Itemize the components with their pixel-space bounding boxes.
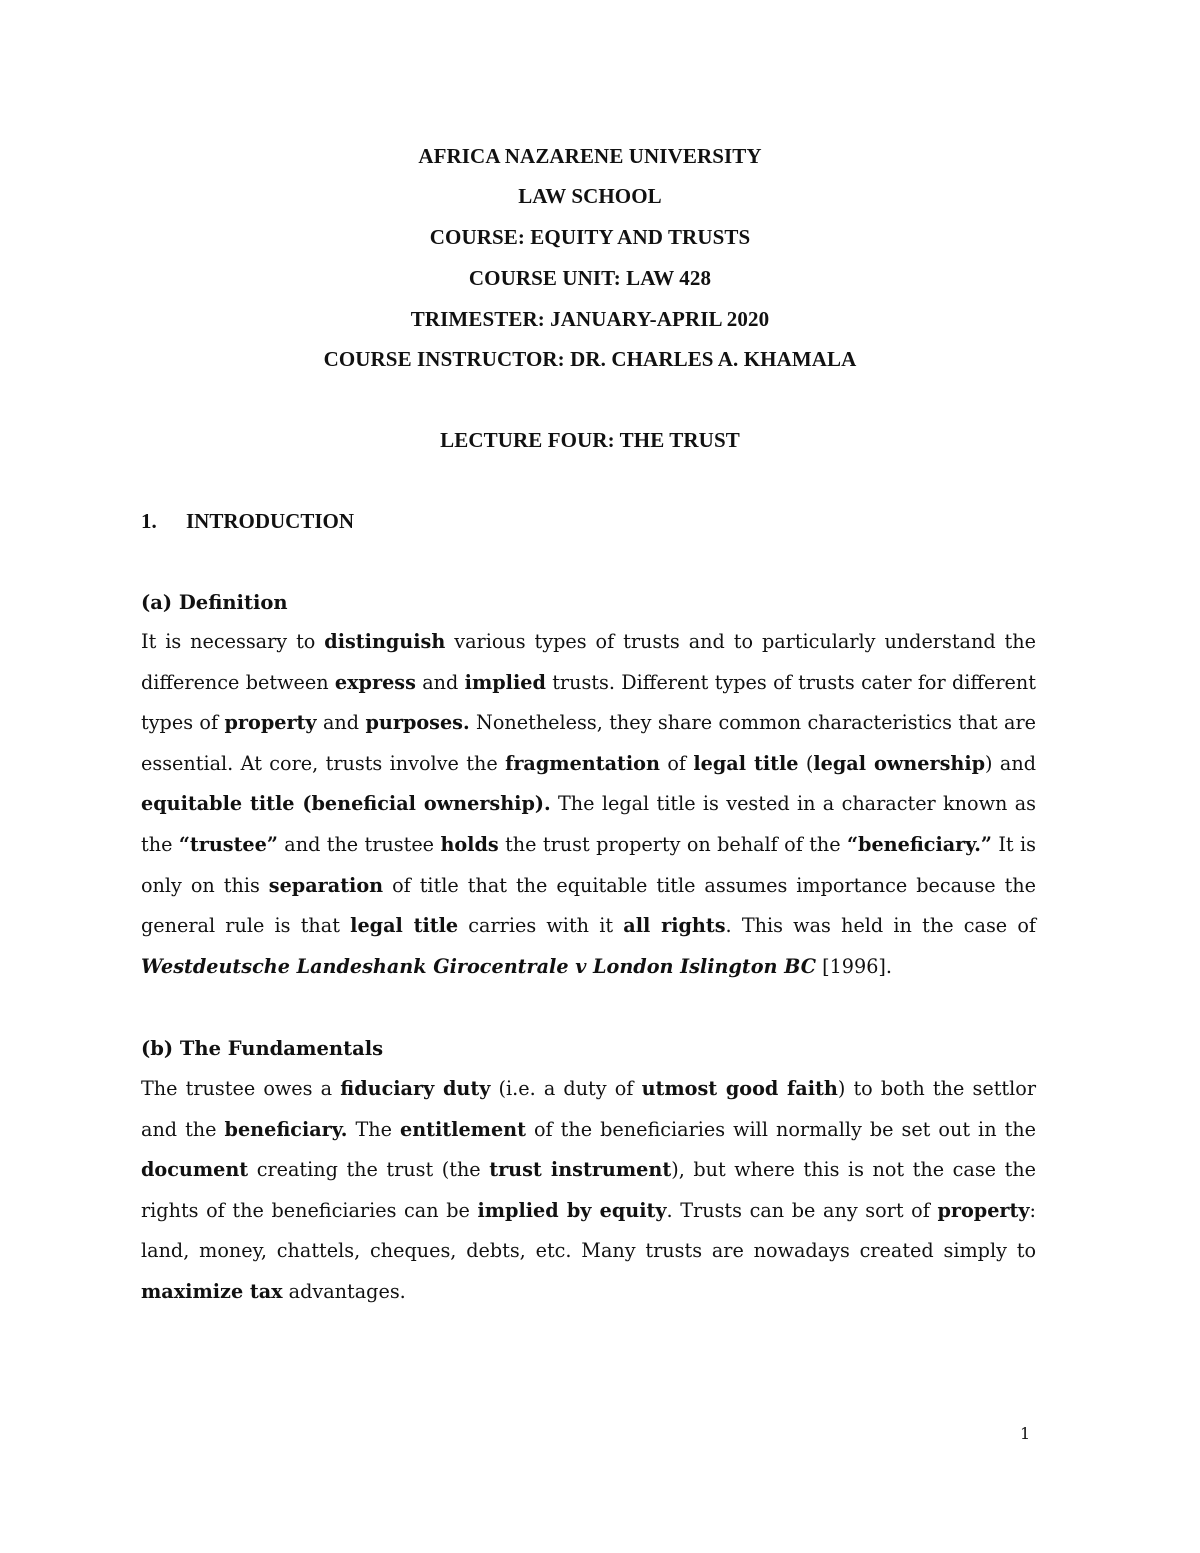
school-name: LAW SCHOOL xyxy=(518,184,662,208)
trimester: TRIMESTER: JANUARY-APRIL 2020 xyxy=(410,307,770,331)
definition-paragraph: It is necessary to distinguish various types of trusts and to particularly understand the difference between express and implied trusts. Different types of trusts cater for different types of property and purposes. Nonetheless, they share common characteristics that are essential. At core, trusts involve the fragmentation of legal title (legal ownership) and equitable title (beneficial ownership). The legal title is vested in a character known as the “trustee” and the trustee holds the trust property on behalf of the “beneficiary.” It is only on this separation of title that the equitable title assumes importance because the general rule is that legal title carries with it all rights. This was held in the case of Westdeutsche Landeshank Girocentrale v London Islington BC [1996]. xyxy=(141,630,1037,978)
fundamentals-heading: (b) The Fundamentals xyxy=(141,1037,384,1060)
definition-heading: (a) Definition xyxy=(141,591,288,614)
course-unit: COURSE UNIT: LAW 428 xyxy=(468,266,712,290)
fundamentals-paragraph: The trustee owes a fiduciary duty (i.e. a duty of utmost good faith) to both the settlor and the beneficiary. The entitlement of the beneficiaries will normally be set out in the document creating the trust (the trust instrument), but where this is not the case the rights of the beneficiaries can be implied by equity. Trusts can be any sort of property: land, money, chattels, cheques, debts, etc. Many trusts are nowadays created simply to maximize tax advantages. xyxy=(141,1077,1037,1303)
page-number: 1 xyxy=(1020,1424,1031,1443)
section-title: INTRODUCTION xyxy=(186,509,355,533)
course-title: COURSE: EQUITY AND TRUSTS xyxy=(429,225,751,249)
university-name: AFRICA NAZARENE UNIVERSITY xyxy=(418,144,762,168)
course-instructor: COURSE INSTRUCTOR: DR. CHARLES A. KHAMALA xyxy=(323,347,857,371)
section-number: 1. xyxy=(141,509,157,533)
lecture-title: LECTURE FOUR: THE TRUST xyxy=(440,428,740,452)
case-citation: Westdeutsche Landeshank Girocentrale v London Islington BC xyxy=(141,954,817,978)
